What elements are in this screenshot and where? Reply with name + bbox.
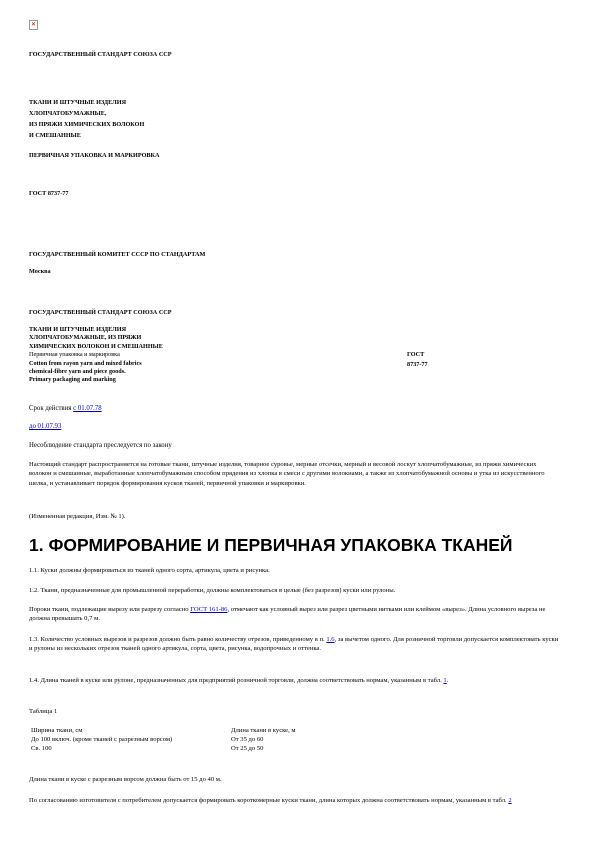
paragraph-short-pieces bbox=[29, 796, 559, 805]
title-block-state-standard: ГОСУДАРСТВЕННЫЙ СТАНДАРТ СОЮЗА ССР bbox=[29, 309, 172, 316]
section-heading: 1. ФОРМИРОВАНИЕ И ПЕРВИЧНАЯ УПАКОВКА ТКАНЕЙ bbox=[29, 535, 513, 555]
title-block-gost-label: ГОСТ bbox=[407, 351, 425, 358]
english-title-line-3: Primary packaging and marking bbox=[29, 376, 116, 384]
title-line-2: ХЛОПЧАТОБУМАЖНЫЕ, bbox=[29, 110, 107, 117]
law-notice: Несоблюдение стандарта преследуется по закону bbox=[29, 442, 172, 449]
paragraph-pile-length: Длина ткани в куске с разрезным ворсом должна быть от 15 до 40 м. bbox=[29, 776, 222, 783]
title-block-line-1: ТКАНИ И ШТУЧНЫЕ ИЗДЕЛИЯ bbox=[29, 326, 127, 333]
paragraph-1-2: 1.2. Ткани, предназначенные для промышленной переработки, должны комплектоваться в целые (без разрезов) куски или рулоны. bbox=[29, 587, 396, 594]
table-cell: От 25 до 50 bbox=[231, 745, 264, 752]
table-1-link[interactable]: 1 bbox=[443, 677, 447, 684]
title-line-3: ИЗ ПРЯЖИ ХИМИЧЕСКИХ ВОЛОКОН bbox=[29, 121, 145, 128]
gost-161-86-link[interactable]: ГОСТ 161-86 bbox=[190, 606, 228, 613]
state-standard-heading: ГОСУДАРСТВЕННЫЙ СТАНДАРТ СОЮЗА ССР bbox=[29, 51, 172, 58]
clause-1-6-link[interactable]: 1.6 bbox=[326, 636, 335, 643]
paragraph-defects bbox=[29, 605, 559, 624]
title-block-subtitle: Первичная упаковка и маркировка bbox=[29, 351, 120, 359]
broken-image-icon: ✕ bbox=[30, 22, 37, 28]
paragraph-1-4: 1.4. Длина тканей в куске или рулоне, предназначенных для предприятий розничной торговли, должна соответствовать нормам, указанным в табл. 1. bbox=[29, 677, 449, 684]
table-header-width: Ширина ткани, см bbox=[31, 727, 83, 734]
title-block-line-2: ХЛОПЧАТОБУМАЖНЫЕ, ИЗ ПРЯЖИ bbox=[29, 334, 142, 342]
table-header-row bbox=[29, 726, 298, 735]
title-block-line-3: ХИМИЧЕСКИХ ВОЛОКОН И СМЕШАННЫЕ bbox=[29, 342, 163, 350]
validity-from bbox=[29, 404, 102, 414]
table-caption: Таблица 1 bbox=[29, 708, 58, 715]
paragraph-short-pieces-text: По согласованию изготовителя с потребителем допускается формировать короткомерные куски ткани, длина которых должна соответствовать нормам, указанным в табл. bbox=[29, 797, 507, 804]
paragraph-1-3-text-end: , за вычетом одного. Для розничной торговли допускается комплектовать куски и рулоны из нескольких отрезов тканей одного артикула, сорта, цвета, рисунка, водопрочных и оттенка. bbox=[29, 636, 559, 653]
table-header-length: Длина ткани в куске, м bbox=[231, 727, 296, 734]
gost-number: ГОСТ 8737-77 bbox=[29, 190, 69, 197]
title-block-gost-number: 8737-77 bbox=[407, 361, 428, 368]
validity-from-date[interactable]: с 01.07.78 bbox=[73, 405, 102, 412]
table-row bbox=[29, 744, 298, 753]
validity-to bbox=[29, 422, 61, 432]
table-row bbox=[29, 735, 298, 744]
validity-prefix: Срок действия bbox=[29, 405, 72, 412]
english-title-line-1: Cotton from rayon yarn and mixed fabrics bbox=[29, 359, 142, 367]
paragraph-defects-text: Пороки ткани, подлежащие вырезу или разрезу согласно bbox=[29, 606, 189, 613]
paragraph-1-3-text: 1.3. Количество условных вырезов и разрезов должно быть равно количеству отрезов, приведенному в п. bbox=[29, 636, 325, 643]
title-line-4: И СМЕШАННЫЕ bbox=[29, 132, 81, 139]
table-2-link[interactable]: 2 bbox=[508, 797, 512, 804]
paragraph-defects-text-end: , отмечают как условный вырез или разрез цветными нитками или клеймом «вырез». Длина условного выреза не должна превышать 0,7 м. bbox=[29, 606, 546, 623]
table-cell: От 35 до 60 bbox=[231, 736, 264, 743]
validity-to-date[interactable]: до 01.07.93 bbox=[29, 423, 62, 430]
english-title-line-2: chemical-fibre yarn and piece goods. bbox=[29, 368, 126, 376]
paragraph-1-1: 1.1. Куски должны формироваться из тканей одного сорта, артикула, цвета и рисунка. bbox=[29, 567, 270, 574]
table-cell: До 100 включ. (кроме тканей с разрезным ворсом) bbox=[31, 736, 173, 743]
paragraph-1-4-text: 1.4. Длина тканей в куске или рулоне, предназначенных для предприятий розничной торговли, должна соответствовать нормам, указанным в табл. bbox=[29, 677, 442, 684]
table-cell: Св. 100 bbox=[31, 745, 52, 752]
committee: ГОСУДАРСТВЕННЫЙ КОМИТЕТ СССР ПО СТАНДАРТАМ bbox=[29, 251, 206, 258]
subtitle: ПЕРВИЧНАЯ УПАКОВКА И МАРКИРОВКА bbox=[29, 152, 160, 159]
title-line-1: ТКАНИ И ШТУЧНЫЕ ИЗДЕЛИЯ bbox=[29, 99, 127, 106]
city: Москва bbox=[29, 268, 51, 275]
revision-note: (Измененная редакция, Изм. № 1). bbox=[29, 513, 126, 520]
intro-paragraph: Настоящий стандарт распространяется на готовые ткани, штучные изделия, товарное суровье, мерные отсечки, мерный и весовой лоскут хлопчатобумажные, из пряжи химических волокон и смешанные, выработанные хлопчатобумажным способом прядения из хлопка в смеси с другими волокнами, а также из хлопчатобумажной основы и утка из искусственного шелка, и устанавливает порядок формирования кусков тканей, первичной упаковки и маркировки. bbox=[29, 461, 545, 487]
title-block-left bbox=[29, 326, 389, 385]
table-1 bbox=[29, 726, 298, 753]
paragraph-1-3 bbox=[29, 635, 559, 654]
section-heading-wrap bbox=[29, 535, 513, 555]
